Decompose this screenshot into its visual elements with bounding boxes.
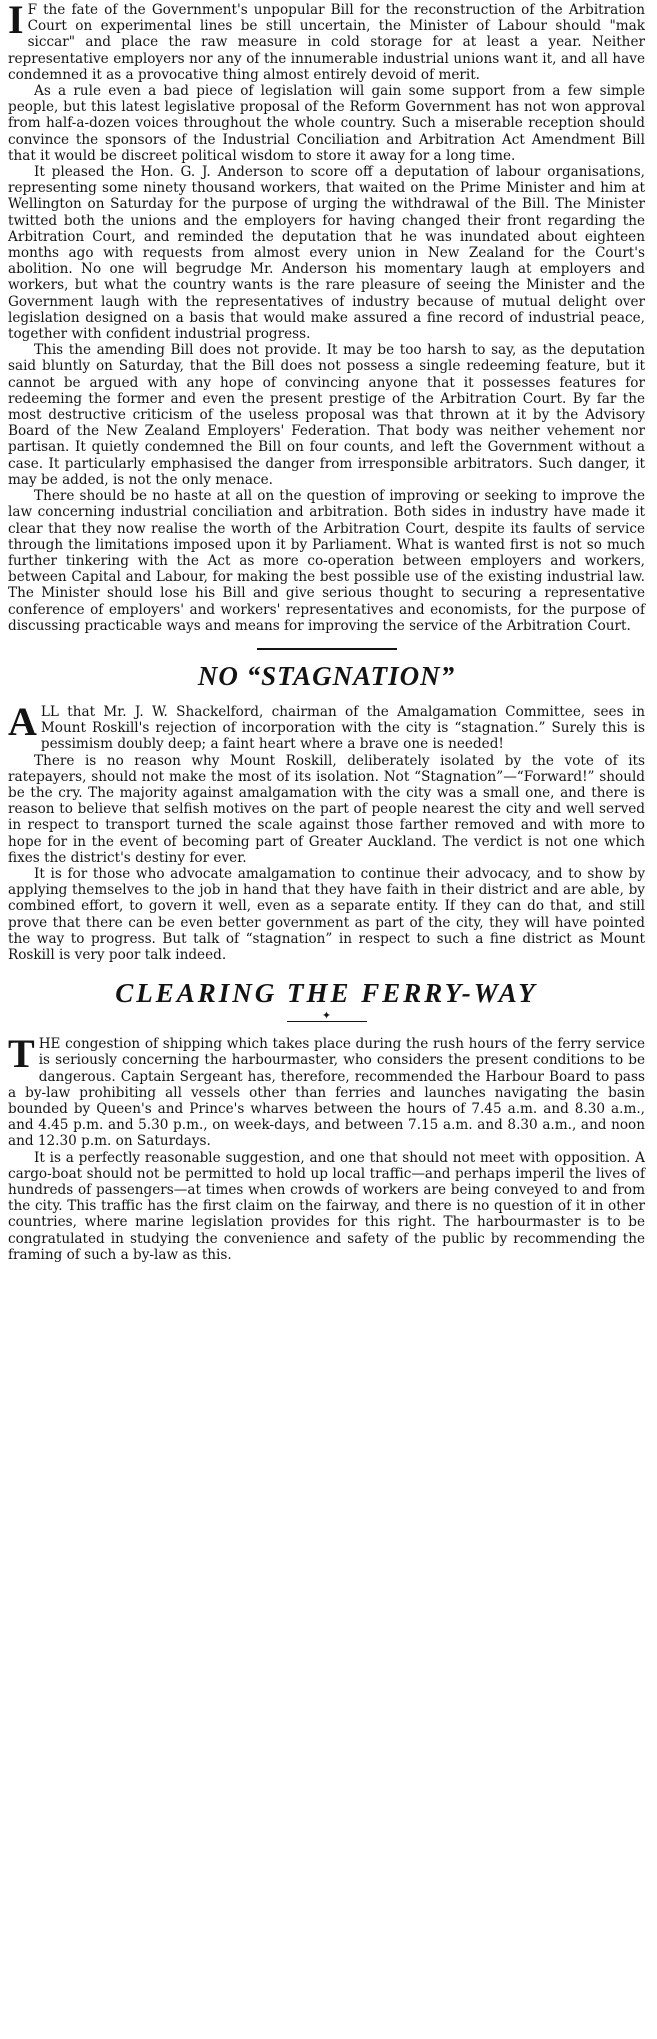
article-paragraph: I F the fate of the Government's unpopular Bill for the reconstruction of the Arbitration Court on experimental lines be still uncertain, the Minister of Labour should "mak siccar" and place the raw measure in cold storage for at least a year. Neither representative employers nor any of the innumerable industrial unions want it, and all have condemned it as a provocative thing almost entirely devoid of merit.	[8, 0, 645, 83]
article-paragraph: There should be no haste at all on the question of improving or seeking to improve the law concerning industrial conciliation and arbitration. Both sides in industry have made it clear that they now realise the worth of the Arbitration Court, despite its faults of service through the limitations imposed upon it by Parliament. What is wanted first is not so much further tinkering with the Act as more co-operation between employers and workers, between Capital and Labour, for making the best possible use of the existing industrial law. The Minister should lose his Bill and give serious thought to securing a representative conference of employers' and workers' representatives and economists, for the purpose of discussing practicable ways and means for improving the service of the Arbitration Court.	[8, 488, 645, 634]
article-paragraph: This the amending Bill does not provide. It may be too harsh to say, as the deputation said bluntly on Saturday, that the Bill does not possess a single redeeming feature, but it cannot be argued with any hope of convincing anyone that it possesses features for redeeming the former and even the present prestige of the Arbitration Court. By far the most destructive criticism of the useless proposal was that thrown at it by the Advisory Board of the New Zealand Employers' Federation. That body was neither vehement nor partisan. It quietly condemned the Bill on four counts, and left the Government without a case. It particularly emphasised the danger from irresponsible arbitrators. Such danger, it may be added, is not the only menace.	[8, 342, 645, 488]
article-clearing-ferry-way	[8, 977, 645, 1263]
ornament-divider: ✦	[287, 1011, 367, 1022]
article-paragraph: It is a perfectly reasonable suggestion, and one that should not meet with opposition. A cargo-boat should not be permitted to hold up local traffic—and perhaps imperil the lives of hundreds of passengers—at times when crowds of workers are being conveyed to and from the city. This traffic has the first claim on the fairway, and there is no question of it in other countries, where marine legislation provides for this right. The harbourmaster is to be congratulated in studying the convenience and safety of the public by recommending the framing of such a by-law as this.	[8, 1149, 645, 1263]
article-headline: NO “STAGNATION”	[197, 660, 456, 691]
article-paragraph: ALL that Mr. J. W. Shackelford, chairman of the Amalgamation Committee, sees in Mount Roskill's rejection of incorporation with the city is “stagnation.” Surely this is pessimism doubly deep; a faint heart where a brave one is needed!	[8, 698, 645, 753]
article-paragraph: It pleased the Hon. G. J. Anderson to score off a deputation of labour organisations, representing some ninety thousand workers, that waited on the Prime Minister and him at Wellington on Saturday for the purpose of urging the withdrawal of the Bill. The Minister twitted both the unions and the employers for having changed their front regarding the Arbitration Court, and reminded the deputation that he was inundated about eighteen months ago with requests from almost every union in New Zealand for the Court's abolition. No one will begrudge Mr. Anderson his momentary laugh at employers and workers, but what the country wants is the rare pleasure of seeing the Minister and the Government laugh with the representatives of industry because of mutual delight over legislation designed on a basis that would make assured a fine record of industrial peace, together with confident industrial progress.	[8, 164, 645, 343]
article-paragraph: There is no reason why Mount Roskill, deliberately isolated by the vote of its ratepayers, should not make the most of its isolation. Not “Stagnation”—“Forward!” should be the cry. The majority against amalgamation with the city was a small one, and there is reason to believe that selfish motives on the part of people nearest the city and well served in respect to transport turned the scale against those farther removed and with more to hope for in the event of becoming part of Greater Auckland. The verdict is not one which fixes the district's destiny for ever.	[8, 752, 645, 866]
article-headline: CLEARING THE FERRY-WAY	[115, 978, 538, 1009]
drop-cap: T	[8, 1031, 35, 1077]
drop-cap: I	[8, 0, 24, 42]
article-arbitration-bill	[8, 2, 645, 634]
article-paragraph: THE congestion of shipping which takes place during the rush hours of the ferry service is seriously concerning the harbourmaster, who considers the present conditions to be dangerous. Captain Sergeant has, therefore, recommended the Harbour Board to pass a by-law prohibiting all vessels other than ferries and launches navigating the basin bounded by Queen's and Prince's wharves between the hours of 7.45 a.m. and 8.30 a.m., and 4.45 p.m. and 5.30 p.m., on week-days, and between 7.15 a.m. and 8.30 a.m., and noon and 12.30 p.m. on Saturdays.	[8, 1031, 645, 1150]
section-divider	[257, 648, 397, 650]
article-paragraph: It is for those who advocate amalgamation to continue their advocacy, and to show by applying themselves to the job in hand that they have faith in their district and are able, by combined effort, to govern it well, even as a separate entity. If they can do that, and still prove that there can be even better government as part of the city, they will have pointed the way to progress. But talk of “stagnation” in respect to such a fine district as Mount Roskill is very poor talk indeed.	[8, 865, 645, 963]
article-no-stagnation	[8, 660, 645, 963]
drop-cap: A	[8, 698, 37, 744]
article-paragraph: As a rule even a bad piece of legislation will gain some support from a few simple people, but this latest legislative proposal of the Reform Government has not won approval from half-a-dozen voices throughout the whole country. Such a miserable reception should convince the sponsors of the Industrial Conciliation and Arbitration Act Amendment Bill that it would be discreet political wisdom to store it away for a long time.	[8, 83, 645, 164]
